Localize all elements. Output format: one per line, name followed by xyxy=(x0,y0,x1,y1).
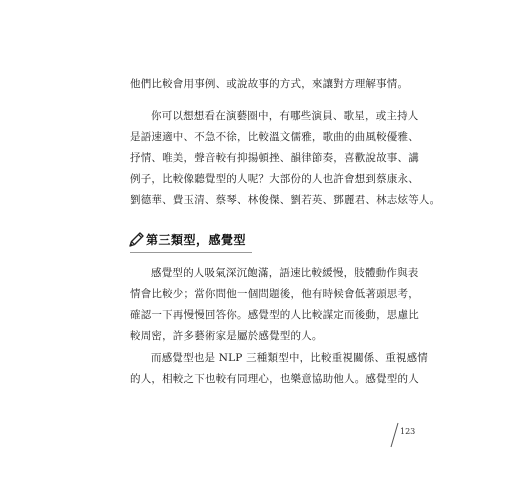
text-line: 你可以想想看在演藝圈中，有哪些演員、歌星，或主持人 xyxy=(151,110,419,122)
text-line: 抒情、唯美，聲音較有抑揚頓挫、韻律節奏，喜歡說故事、講 xyxy=(130,152,419,164)
text-line: 確認一下再慢慢回答你。感覺型的人比較謀定而後動，思慮比 xyxy=(130,309,419,321)
paragraph-kinesthetic-description xyxy=(130,263,419,347)
heading-underline xyxy=(130,252,252,253)
text-line: 是語速適中、不急不徐，比較溫文儒雅，歌曲的曲風較優雅、 xyxy=(130,131,419,143)
paragraph-kinesthetic-relationships xyxy=(130,348,428,390)
text-line: 情會比較少；當你問他一個問題後，他有時候會低著頭思考， xyxy=(130,288,419,300)
text-line: 感覺型的人吸氣深沉飽滿，語速比較緩慢，肢體動作與表 xyxy=(151,267,419,279)
paragraph-auditory-conclusion xyxy=(130,74,409,95)
text-line: 而感覺型也是 NLP 三種類型中，比較重視關係、重視感情 xyxy=(151,352,428,364)
pencil-icon xyxy=(126,230,146,250)
text-line: 較周密，許多藝術家是屬於感覺型的人。 xyxy=(130,330,323,342)
text-line: 的人，相較之下也較有同理心，也樂意協助他人。感覺型的人 xyxy=(130,373,419,385)
section-heading xyxy=(126,230,326,254)
text-line: 他們比較會用事例、或說故事的方式，來讓對方理解事情。 xyxy=(130,78,409,90)
section-heading-text: 第三類型，感覺型 xyxy=(146,233,247,247)
text-line: 劉德華、費玉清、蔡琴、林俊傑、劉若英、鄧麗君、林志炫等人。 xyxy=(130,194,441,206)
text-line: 例子，比較像聽覺型的人呢？大部份的人也許會想到蔡康永、 xyxy=(130,173,419,185)
paragraph-auditory-examples xyxy=(130,106,441,211)
page-number: 123 xyxy=(400,427,416,436)
page-number-area xyxy=(388,420,424,450)
